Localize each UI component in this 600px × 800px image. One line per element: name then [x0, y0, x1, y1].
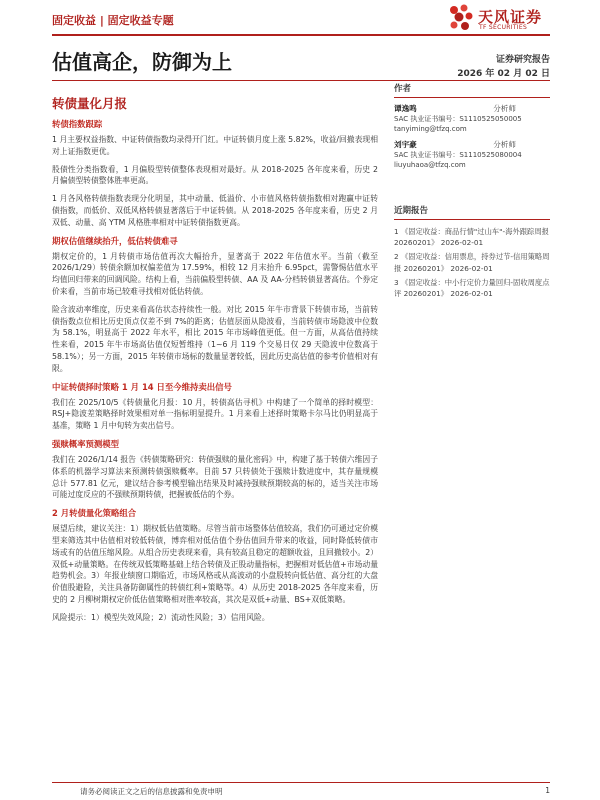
footer-divider — [52, 782, 550, 783]
paragraph: 险含波动率维度，历史来看高估状态持续性一般。对比 2015 年牛市背景下转债市场，当前转债指数点位相比历史顶点仅差不到 7%的距离；估值层面从隐波看，当前转债市场隐波中位数为 58.1%，明显高于 2022 年水平，相比 2015 年市场峰值更低。但一方面，从高估值持续性来看，2015 年牛市场高估值仅短暂维持（1~6 月 119 个交易日仅 29 天隐波中位数高于 58.1%）；另一方面，2015 年转债市场标的数量显著较低，因此历史高估值的参考价值相对有限。 — [52, 304, 378, 373]
analyst-email[interactable]: liuyuhaoa@tfzq.com — [394, 161, 466, 169]
logo-subname: TF SECURITIES — [479, 24, 528, 31]
sidebar — [394, 82, 550, 302]
analyst-card — [394, 140, 550, 170]
paragraph: 1 月主要权益指数、中证转债指数均录得开门红。中证转债月度上涨 5.82%，收益/回撤表现相对上证指数更优。 — [52, 135, 378, 156]
analyst-role: 分析师 — [493, 104, 516, 113]
section-heading: 期权估值继续抬升，低估转债难寻 — [52, 235, 178, 246]
analyst-name: 谭逸鸣 — [394, 104, 417, 113]
page-number: 1 — [545, 786, 550, 795]
recent-reports-heading: 近期报告 — [394, 204, 550, 220]
analyst-cert: SAC 执业证书编号：S1110525050005 — [394, 115, 522, 123]
section-heading: 2 月转债量化策略组合 — [52, 508, 137, 519]
section-option-valuation — [52, 235, 378, 375]
section-timing-strategy — [52, 381, 378, 432]
section-heading: 转债指数跟踪 — [52, 119, 103, 129]
report-type: 证券研究报告 — [495, 55, 550, 65]
tf-logo-icon — [448, 4, 474, 32]
section-index-tracking — [52, 118, 378, 229]
analyst-cert: SAC 执业证书编号：S1110525080004 — [394, 151, 522, 159]
paragraph: 股债性分类指数看，1 月偏股型转债整体表现相对最好。从 2018-2025 各年度来看，历史 2 月偏债型转债整体胜率更高。 — [52, 164, 378, 186]
analyst-role: 分析师 — [493, 140, 516, 149]
header-divider — [52, 34, 550, 36]
breadcrumb: 固定收益 | 固定收益专题 — [52, 14, 174, 27]
recent-report-link[interactable]: 3 《固定收益：中小行定价力量回归-固收周度点评 20260201》 2026-02-01 — [394, 277, 550, 299]
section-redemption-model — [52, 438, 378, 501]
title-divider — [52, 80, 550, 81]
section-strategy-portfolio — [52, 507, 378, 623]
paragraph: 我们在 2025/10/5《转债量化月报：10 月，转债高估寻机》中构建了一个简单的择时模型：RSJ+隐波差策略择时效果相对单一指标明显提升。1 月来看上述择时策略卡尔马比仍明显高于基准，策略 1 月中旬转为卖出信号。 — [52, 397, 378, 431]
logo-name: 天风证券 — [478, 8, 543, 26]
analyst-name: 刘宇豪 — [394, 140, 417, 149]
report-subtitle: 转债量化月报 — [52, 96, 128, 111]
analyst-email[interactable]: tanyiming@tfzq.com — [394, 125, 467, 133]
authors-heading: 作者 — [394, 82, 550, 98]
paragraph: 展望后续，建议关注：1）期权低估值策略。尽管当前市场整体估值较高，我们仍可通过定价模型来筛选其中估值相对较低转债，博弈相对低估值个券估值回升带来的收益，同时降低转债市场或有的估值压缩风险。从组合历史表现来看，具有较高且稳定的超额收益，且回撤较小。2）双低+动量策略。在传统双低策略基础上结合转债及正股动量指标，把握相对低估值+市场动量趋势机会。3）年报业绩窗口期临近，市场风格或从高波动的小盘股转向低估值、高分红的大盘价值股避险，关注具备防御属性的转债红利+策略等。4）从历史 2018-2025 各年度来看，历史的 2 月柳树期权定价低估值策略相对胜率较高，其次是双低+动量、BS+双低策略。 — [52, 524, 378, 604]
recent-report-link[interactable]: 1 《固定收益：商品行情"过山车"-海外跟踪周报 20260201》 2026-02-01 — [394, 227, 549, 248]
section-heading: 中证转债择时策略 1 月 14 日至今维持卖出信号 — [52, 381, 232, 392]
brand-logo — [448, 4, 548, 34]
paragraph: 我们在 2026/1/14 报告《转债策略研究：转债强赎的量化密码》中，构建了基于转债六维因子体系的机器学习算法来预测转债强赎概率。目前 57 只转债处于强赎计数进度中，其存量规模总计 577.81 亿元，建议结合参考模型输出结果及时减持强赎预期较高的标的，适当关注市场可能过度反应的不强赎预期转债，把握被低估的个券。 — [52, 454, 378, 500]
page-title: 估值高企，防御为上 — [52, 50, 232, 74]
footer-disclaimer: 请务必阅读正文之后的信息披露和免责申明 — [80, 787, 223, 796]
paragraph: 期权定价的，1 月转债市场估值再次大幅抬升，显著高于 2022 年估值水平。当前（截至 2026/1/29）转债余额加权偏差值为 17.59%，相较 12 月末抬升 6.95pct，需警惕估值水平均值回归带来的回调风险。结构上看，当前偏股型转债、AA 及 AA-分档转债显著高估。个券定价来看，当前市场已较难寻找相对低估转债。 — [52, 251, 378, 296]
recent-report-link[interactable]: 2 《固定收益：信用票息，持券过节-信用策略周报 20260201》 2026-02-01 — [394, 252, 550, 273]
main-content — [52, 118, 378, 630]
risk-warning: 风险提示：1）模型失效风险；2）流动性风险；3）信用风险。 — [52, 612, 270, 622]
section-heading: 强赎概率预测模型 — [52, 438, 119, 449]
analyst-card — [394, 104, 550, 134]
report-date: 2026 年 02 月 02 日 — [457, 69, 550, 79]
paragraph: 1 月各风格转债指数表现分化明显，其中动量、低溢价、小市值风格转债指数相对跑赢中证转债指数，而低价、双低风格转债显著落后于中证转债。从 2018-2025 各年度来看，历史 2 月双低、动量、高 YTM 风格胜率相对中证转债指数更高。 — [52, 194, 378, 227]
